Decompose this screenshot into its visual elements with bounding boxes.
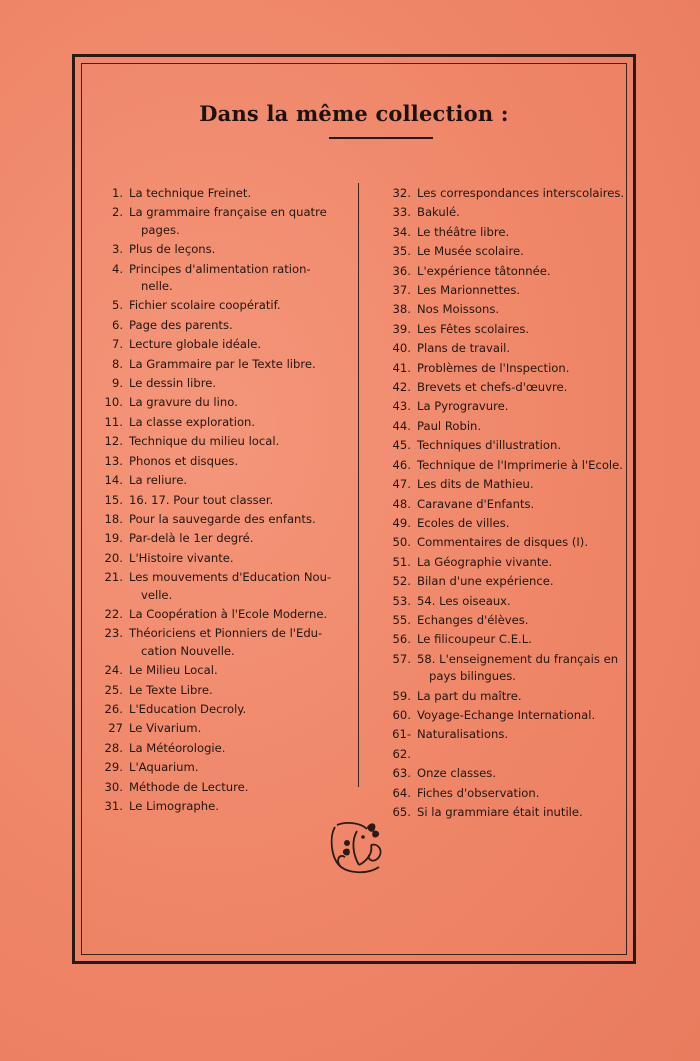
item-title [417,475,629,494]
item-title-line: L'Histoire vivante. [129,550,234,565]
item-title [129,739,347,758]
list-item [391,514,629,533]
list-item [391,630,629,649]
item-title [417,725,629,764]
item-title-line: L'expérience tâtonnée. [417,263,551,278]
item-title-line: La Météorologie. [129,740,226,755]
item-title-line: Voyage-Echange International. [417,707,596,722]
item-title [417,611,629,630]
list-item [391,339,629,358]
item-title [417,572,629,591]
item-title-line: 58. L'enseignement du français en [417,651,619,666]
list-item [391,803,629,822]
item-number: 63. [392,766,411,781]
list-item [391,764,629,783]
list-item [391,417,629,436]
item-number: 13. [104,453,123,468]
item-number: 51. [392,554,411,569]
floral-ornament-icon [327,817,389,879]
list-item [101,335,347,354]
list-item [101,393,347,412]
item-title [417,495,629,514]
item-title [417,203,629,222]
item-title-line: Le Milieu Local. [129,663,218,678]
item-title [129,510,347,529]
item-title-line: Le Musée scolaire. [417,244,524,259]
list-item [101,432,347,451]
item-number: 61-62. [392,727,411,761]
list-item [391,223,629,242]
list-item [101,758,347,777]
item-title-continuation: velle. [141,587,173,602]
item-title-line: Brevets et chefs-d'œuvre. [417,380,568,395]
item-title-line: Le Limographe. [129,799,219,813]
list-item [101,605,347,624]
item-title-continuation: pays bilingues. [429,669,516,684]
item-number: 31. [104,799,123,813]
item-title-line: Les dits de Mathieu. [417,477,534,492]
item-title [417,359,629,378]
list-item [101,260,347,297]
item-title-line: Technique du milieu local. [129,434,280,449]
item-number: 53. [392,593,411,608]
item-number: 23. [104,626,123,641]
list-item [391,456,629,475]
item-title-line: L'Aquarium. [129,760,199,775]
item-number: 47. [392,477,411,492]
page-border [72,54,636,964]
item-number: 9. [111,376,123,391]
item-title [129,624,347,661]
list-item [101,203,347,240]
list-item [391,553,629,572]
item-title-line: La technique Freinet. [129,186,252,200]
item-number: 39. [392,321,411,336]
item-title [129,413,347,432]
item-title [417,514,629,533]
list-item [391,262,629,281]
item-title-line: La Grammaire par le Texte libre. [129,356,316,371]
item-title [417,339,629,358]
item-number: 20. [104,550,123,565]
list-item [391,475,629,494]
item-title-line: Plus de leçons. [129,242,216,257]
item-number: 64. [392,785,411,800]
item-title [417,630,629,649]
item-number: 3. [111,242,123,257]
list-item [391,650,629,687]
item-number: 4. [111,261,123,276]
list-item [391,784,629,803]
item-title [129,296,347,315]
list-item [391,359,629,378]
item-number: 8. [111,356,123,371]
item-title [129,316,347,335]
item-number: 43. [392,399,411,414]
item-title [417,436,629,455]
item-number: 57. [392,651,411,666]
item-title [129,471,347,490]
item-title-line: Principes d'alimentation ration- [129,261,311,276]
item-title [417,281,629,300]
item-title-line: 54. Les oiseaux. [417,593,511,608]
item-number: 19. [104,531,123,546]
item-title [129,797,347,816]
item-number: 25. [104,682,123,697]
list-item [101,491,347,510]
item-title [417,533,629,552]
item-title [417,262,629,281]
item-number: 49. [392,515,411,530]
list-item [391,397,629,416]
item-title [129,681,347,700]
item-number: 14. [104,473,123,488]
item-number: 15. [104,492,123,507]
item-title-line: Plans de travail. [417,341,511,356]
item-number: 1. [111,186,123,200]
item-number: 18. [104,511,123,526]
item-title-line: Par-delà le 1er degré. [129,531,254,546]
list-item [101,661,347,680]
item-title [129,661,347,680]
item-title [417,242,629,261]
item-number: 30. [104,779,123,794]
item-title-line: 16. 17. Pour tout classer. [129,492,274,507]
list-item [391,281,629,300]
item-title-line: Echanges d'élèves. [417,612,529,627]
item-title-line: Problèmes de l'Inspection. [417,360,570,375]
item-title [417,764,629,783]
item-number: 41. [392,360,411,375]
item-title [417,417,629,436]
list-item [101,700,347,719]
list-item [391,706,629,725]
list-item [101,510,347,529]
item-number: 34. [392,224,411,239]
item-title-line: Le Texte Libre. [129,682,213,697]
item-number: 56. [392,632,411,647]
list-item [101,778,347,797]
item-number: 26. [104,701,123,716]
item-title-line: Les correspondances interscolaires. [417,186,625,200]
list-item [101,568,347,605]
item-title-line: La classe exploration. [129,414,256,429]
item-title [129,491,347,510]
list-item [101,374,347,393]
item-number: 32. [392,186,411,200]
item-title [417,553,629,572]
item-title [129,184,347,203]
list-item [101,355,347,374]
item-number: 38. [392,302,411,317]
list-item [391,495,629,514]
item-title [129,393,347,412]
list-item [391,378,629,397]
item-title [417,706,629,725]
list-item [101,471,347,490]
item-title-line: La Géographie vivante. [417,554,553,569]
left-column [101,184,347,816]
item-number: 10. [104,395,123,410]
item-title-line: Les Marionnettes. [417,283,521,298]
item-title [129,605,347,624]
item-number: 55. [392,612,411,627]
item-title-line: Paul Robin. [417,418,482,433]
item-number: 48. [392,496,411,511]
list-item [101,739,347,758]
item-title-line: Le Vivarium. [129,721,202,736]
item-number: 7. [111,337,123,352]
item-title-line: Bilan d'une expérience. [417,574,554,589]
item-number: 45. [392,438,411,453]
item-title [417,456,629,475]
item-title-line: La part du maître. [417,688,522,703]
list-item [101,413,347,432]
list-item [391,242,629,261]
item-title [129,374,347,393]
item-title-line: Page des parents. [129,317,233,332]
item-title [417,320,629,339]
item-number: 46. [392,457,411,472]
item-title [417,687,629,706]
list-item [101,797,347,816]
item-title [417,650,629,687]
item-title-line: Caravane d'Enfants. [417,496,535,511]
item-title-line: La reliure. [129,473,188,488]
item-title-line: L'Education Decroly. [129,701,247,716]
item-title-continuation: cation Nouvelle. [141,643,235,658]
item-number: 11. [104,414,123,429]
item-title-line: Le théâtre libre. [417,224,510,239]
item-title [417,803,629,822]
item-number: 37. [392,283,411,298]
item-title-line: Méthode de Lecture. [129,779,249,794]
list-item [101,529,347,548]
item-number: 21. [104,570,123,585]
item-title [129,240,347,259]
item-title-line: Nos Moissons. [417,302,500,317]
item-number: 22. [104,606,123,621]
item-title [129,335,347,354]
page-title: Dans la même collection : [199,101,509,126]
item-title [417,592,629,611]
list-item [391,533,629,552]
item-number: 12. [104,434,123,449]
item-title-continuation: pages. [141,222,180,237]
item-number: 2. [111,205,123,220]
list-item [101,316,347,335]
item-title-line: Le dessin libre. [129,376,217,391]
item-title-line: Technique de l'Imprimerie à l'Ecole. [417,457,623,472]
item-title-line: Techniques d'illustration. [417,438,562,453]
item-title-line: La grammaire française en quatre [129,205,327,220]
item-title [417,184,629,203]
item-title-line: Si la grammiare était inutile. [417,805,583,819]
item-title-line: Fichier scolaire coopératif. [129,298,281,313]
list-item [391,611,629,630]
item-number: 40. [392,341,411,356]
list-item [101,624,347,661]
list-item [391,300,629,319]
list-item [391,725,629,764]
list-item [391,203,629,222]
item-title-line: La Coopération à l'Ecole Moderne. [129,606,328,621]
item-title [129,778,347,797]
item-title [417,223,629,242]
item-title-line: Onze classes. [417,766,497,781]
item-number: 50. [392,535,411,550]
item-title-line: La Pyrogravure. [417,399,509,414]
item-number: 44. [392,418,411,433]
item-title-line: Commentaires de disques (I). [417,535,589,550]
list-item [391,592,629,611]
item-title [129,568,347,605]
item-number: 52. [392,574,411,589]
item-number: 65. [392,805,411,819]
item-number: 33. [392,205,411,220]
list-item [101,452,347,471]
item-title-line: Naturalisations. [417,727,509,742]
right-column [391,184,629,822]
item-title [129,452,347,471]
item-title [129,758,347,777]
item-number: 36. [392,263,411,278]
list-item [101,719,347,738]
list-item [391,572,629,591]
item-title [129,549,347,568]
item-title-line: Les Fêtes scolaires. [417,321,530,336]
item-number: 5. [111,298,123,313]
list-item [101,549,347,568]
item-title-line: La gravure du lino. [129,395,238,410]
item-title-line: Le filicoupeur C.E.L. [417,632,532,647]
column-divider [358,183,359,787]
item-title [129,719,347,738]
list-item [101,296,347,315]
item-title [417,378,629,397]
item-title-line: Phonos et disques. [129,453,239,468]
item-number: 29. [104,760,123,775]
item-title-line: Bakulé. [417,205,460,220]
item-title-line: Les mouvements d'Education Nou- [129,570,332,585]
title-underline [329,137,433,139]
item-number: 24. [104,663,123,678]
list-item [391,687,629,706]
item-number: 28. [104,740,123,755]
item-number: 60. [392,707,411,722]
item-title [129,700,347,719]
item-title-continuation: nelle. [141,279,173,294]
list-item [101,681,347,700]
item-title-line: Théoriciens et Pionniers de l'Edu- [129,626,323,641]
item-title [417,300,629,319]
item-title-line: Ecoles de villes. [417,515,510,530]
list-item [101,184,347,203]
list-item [391,320,629,339]
item-title [129,203,347,240]
item-number: 27 [108,721,123,736]
item-title [417,784,629,803]
item-title-line: Pour la sauvegarde des enfants. [129,511,316,526]
item-title-line: Lecture globale idéale. [129,337,262,352]
item-title [129,529,347,548]
item-number: 35. [392,244,411,259]
list-item [391,184,629,203]
item-number: 6. [111,317,123,332]
list-item [391,436,629,455]
item-number: 59. [392,688,411,703]
item-title [417,397,629,416]
item-title [129,260,347,297]
item-number: 42. [392,380,411,395]
item-title-line: Fiches d'observation. [417,785,540,800]
list-item [101,240,347,259]
item-title [129,355,347,374]
item-title [129,432,347,451]
